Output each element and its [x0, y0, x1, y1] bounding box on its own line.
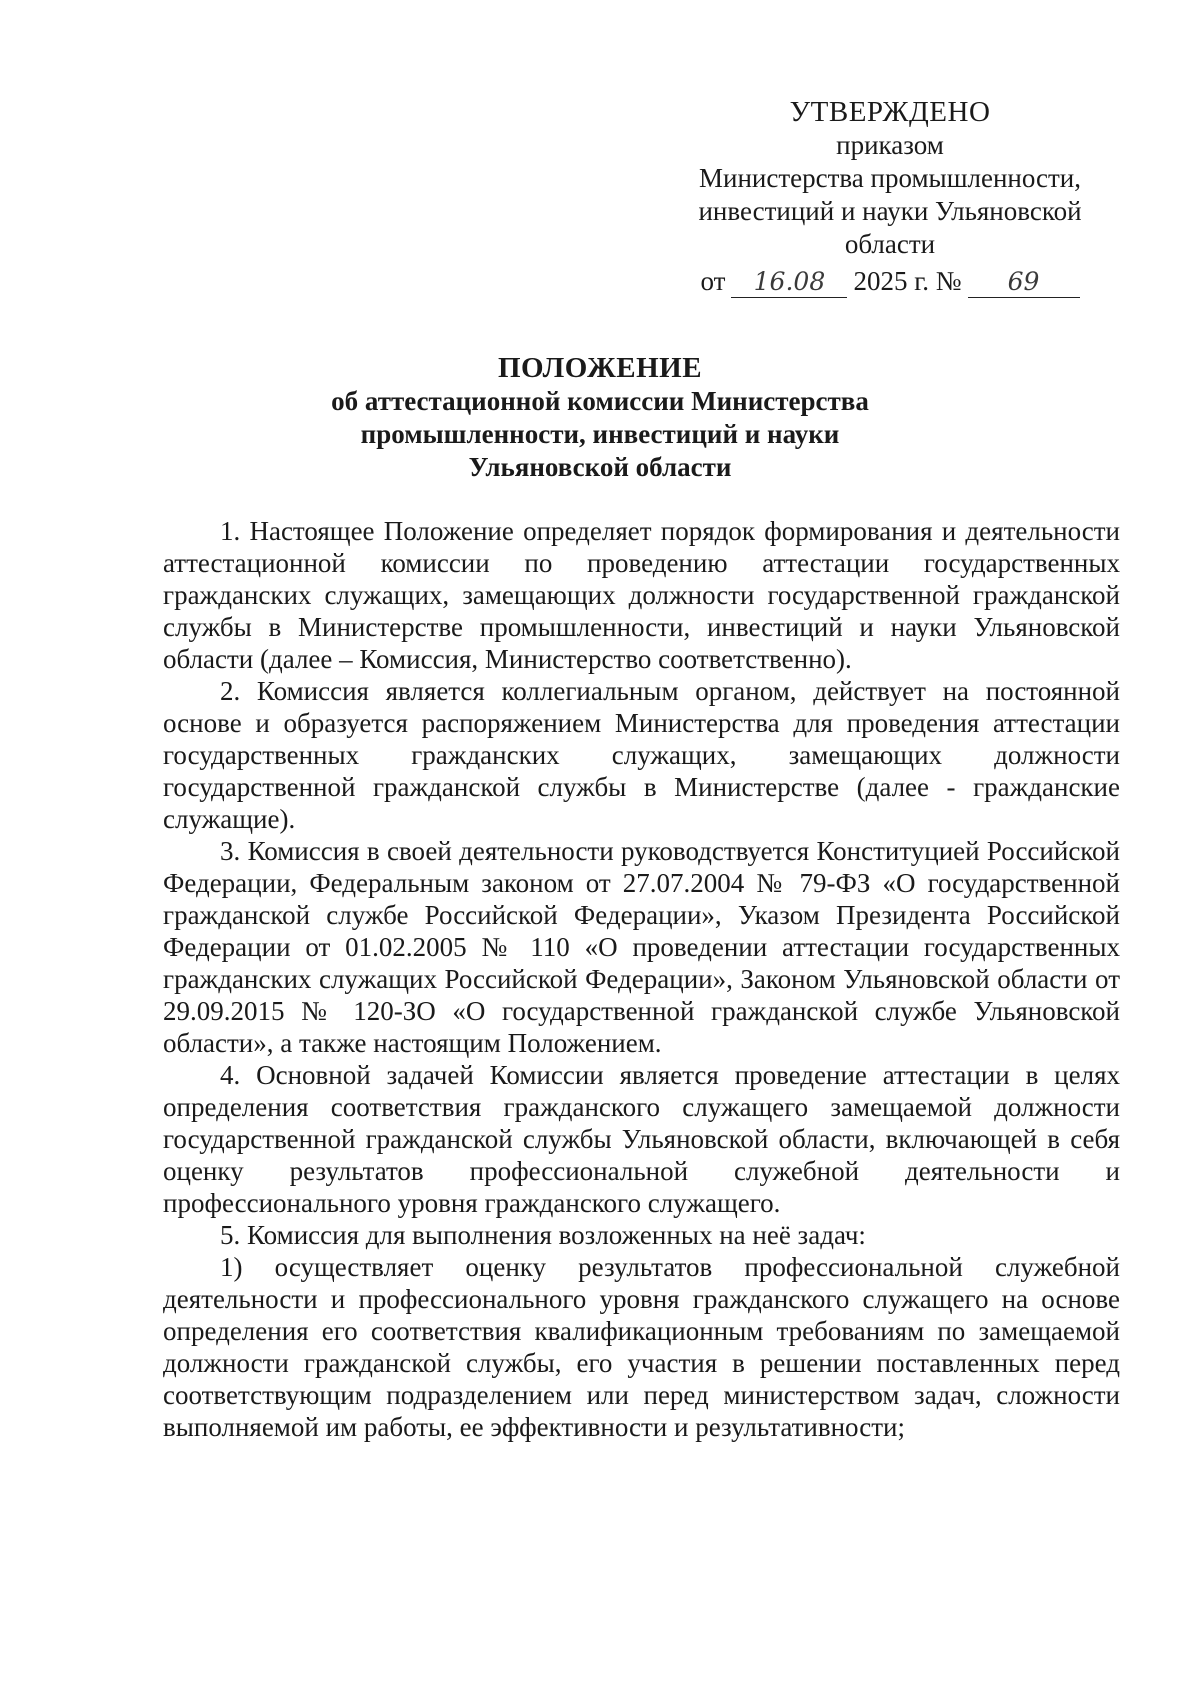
paragraph-1: 1. Настоящее Положение определяет порядок формирования и деятельности аттестационной комиссии по проведению аттестации государственных гражданских служащих, замещающих должности государственной гражданской службы в Министерстве промышленности, инвестиций и науки Ульяновской области (далее – Комиссия, Министерство соответственно). [163, 516, 1120, 674]
approval-ministry-line-3: области [844, 229, 936, 259]
approval-ministry-line-2: инвестиций и науки Ульяновской [698, 196, 1082, 226]
paragraph-5-item-1: 1) осуществляет оценку результатов профессиональной служебной деятельности и профессионального уровня гражданского служащего на основе определения его соответствия квалификационным требованиям по замещаемой должности гражданской службы, его участия в решении поставленных перед соответствующим подразделением или перед министерством задач, сложности выполняемой им работы, ее эффективности и результативности; [163, 1252, 1120, 1442]
document-body [163, 515, 1120, 1443]
handwritten-order-number: 69 [968, 267, 1080, 298]
document-subtitle-line-2: промышленности, инвестиций и науки [360, 419, 840, 449]
document-subtitle-line-3: Ульяновской области [468, 452, 732, 482]
paragraph-3: 3. Комиссия в своей деятельности руководствуется Конституцией Российской Федерации, Федеральным законом от 27.07.2004 № 79-ФЗ «О государственной гражданской службе Российской Федерации», Указом Президента Российской Федерации от 01.02.2005 № 110 «О проведении аттестации государственных гражданских служащих Российской Федерации», Законом Ульяновской области от 29.09.2015 № 120-ЗО «О государственной гражданской службе Ульяновской области», а также настоящим Положением. [163, 836, 1120, 1058]
approved-heading: УТВЕРЖДЕНО [789, 96, 991, 128]
handwritten-date: 16.08 [731, 267, 847, 298]
paragraph-5: 5. Комиссия для выполнения возложенных на неё задач: [220, 1220, 866, 1250]
document-title-block [150, 352, 1050, 484]
date-prefix: от [700, 266, 726, 296]
document-title: ПОЛОЖЕНИЕ [497, 352, 703, 384]
document-subtitle-line-1: об аттестационной комиссии Министерства [331, 386, 869, 416]
approval-by-order: приказом [836, 130, 944, 160]
paragraph-4: 4. Основной задачей Комиссии является проведение аттестации в целях определения соответствия гражданского служащего замещаемой должности государственной гражданской службы Ульяновской области, включающей в себя оценку результатов профессиональной служебной деятельности и профессионального уровня гражданского служащего. [163, 1060, 1120, 1218]
year-and-number-label: 2025 г. № [853, 266, 962, 296]
approval-dateline [660, 265, 1120, 298]
approval-ministry-line-1: Министерства промышленности, [699, 163, 1081, 193]
approval-stamp-block [660, 96, 1120, 298]
paragraph-2: 2. Комиссия является коллегиальным органом, действует на постоянной основе и образуется распоряжением Министерства для проведения аттестации государственных гражданских служащих, замещающих должности государственной гражданской службы в Министерстве (далее - гражданские служащие). [163, 676, 1120, 834]
